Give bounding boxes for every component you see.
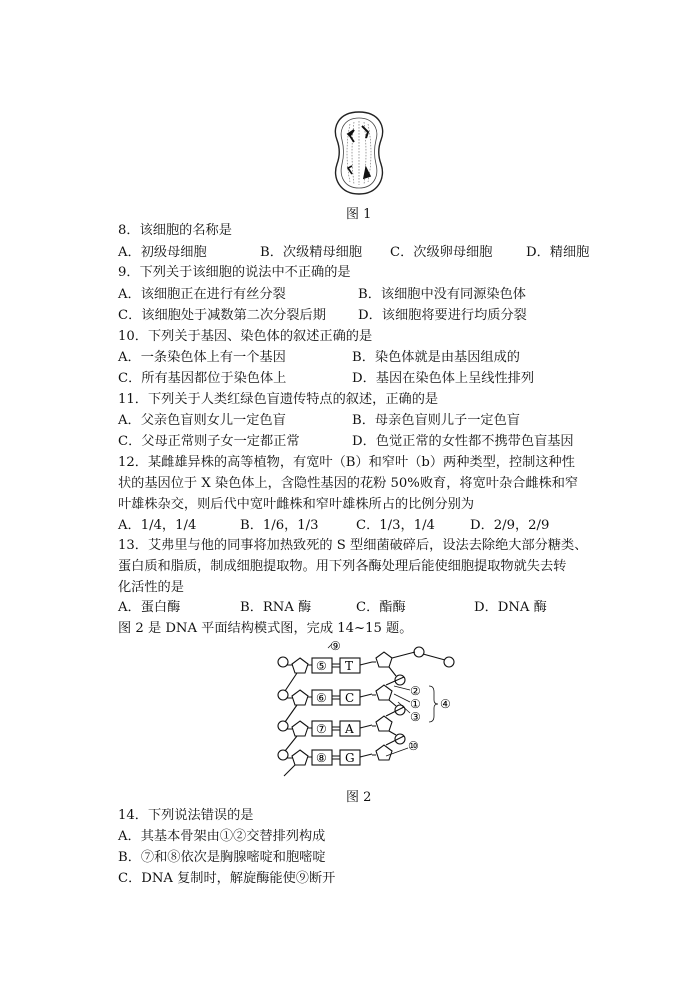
figure2-caption: 图 2 bbox=[346, 790, 372, 805]
phosphate-circle bbox=[278, 750, 288, 760]
base-number-label: ⑥ bbox=[316, 691, 327, 705]
base-letter-label: G bbox=[345, 751, 355, 765]
deoxyribose-pentagon bbox=[292, 658, 308, 673]
q14-option-a: A．其基本骨架由①②交替排列构成 bbox=[118, 829, 326, 844]
glycosidic-bond bbox=[360, 662, 372, 665]
hydrogen-bond bbox=[332, 727, 340, 730]
label-10: ⑩ bbox=[408, 739, 419, 753]
phosphate-circle bbox=[278, 721, 288, 731]
glycosidic-bond bbox=[360, 754, 372, 757]
q13-option-b: B．RNA 酶 bbox=[240, 600, 312, 615]
phosphate-circle bbox=[444, 657, 454, 667]
q12-option-d: D．2/9，2/9 bbox=[470, 518, 550, 533]
hydrogen-bond bbox=[332, 696, 340, 699]
label-1: ① bbox=[410, 697, 421, 711]
label-2: ② bbox=[410, 684, 421, 698]
base-number-label: ⑤ bbox=[316, 659, 327, 673]
q14-option-c: C．DNA 复制时，解旋酶能使⑨断开 bbox=[118, 871, 336, 886]
q13-stem-line1: 13．艾弗里与他的同事将加热致死的 S 型细菌破碎后，设法去除绝大部分糖类、 bbox=[118, 538, 588, 553]
q10-stem: 10．下列关于基因、染色体的叙述正确的是 bbox=[118, 329, 373, 344]
deoxyribose-pentagon bbox=[292, 690, 308, 705]
figure2-dna-diagram bbox=[270, 638, 460, 780]
q12-option-b: B．1/6，1/3 bbox=[240, 518, 319, 533]
q10-option-d: D．基因在染色体上呈线性排列 bbox=[352, 371, 535, 386]
hydrogen-bond bbox=[332, 664, 340, 667]
q11-option-b: B．母亲色盲则儿子一定色盲 bbox=[352, 413, 520, 428]
label-9: ⑨ bbox=[330, 639, 341, 653]
phosphate-circle bbox=[278, 690, 288, 700]
base-letter-label: A bbox=[345, 722, 354, 736]
base-number-label: ⑧ bbox=[316, 751, 327, 765]
q8-option-c: C．次级卵母细胞 bbox=[390, 245, 493, 260]
q8-option-b: B．次级精母细胞 bbox=[260, 245, 363, 260]
base-number-label: ⑦ bbox=[316, 722, 327, 736]
q13-option-d: D．DNA 酶 bbox=[474, 600, 547, 615]
q11-option-a: A．父亲色盲则女儿一定色盲 bbox=[118, 413, 286, 428]
hydrogen-bond bbox=[332, 756, 340, 759]
deoxyribose-pentagon bbox=[376, 685, 392, 700]
q12-stem-line2: 状的基因位于 X 染色体上，含隐性基因的花粉 50%败育，将宽叶杂合雌株和窄 bbox=[118, 476, 579, 491]
figure1-caption: 图 1 bbox=[346, 207, 372, 222]
q13-stem-line3: 化活性的是 bbox=[118, 580, 184, 595]
glycosidic-bond bbox=[360, 694, 372, 697]
label-3: ③ bbox=[410, 710, 421, 724]
deoxyribose-pentagon bbox=[292, 750, 308, 765]
phosphate-circle bbox=[395, 734, 405, 744]
q12-stem-line1: 12．某雌雄异株的高等植物，有宽叶（B）和窄叶（b）两种类型，控制这种性 bbox=[118, 455, 575, 470]
phosphate-circle bbox=[278, 657, 288, 667]
q11-option-c: C．父母正常则子女一定都正常 bbox=[118, 434, 300, 449]
q9-option-a: A．该细胞正在进行有丝分裂 bbox=[118, 287, 286, 302]
q9-option-d: D．该细胞将要进行均质分裂 bbox=[358, 308, 527, 323]
q11-option-d: D．色觉正常的女性都不携带色盲基因 bbox=[352, 434, 574, 449]
q9-option-b: B．该细胞中没有同源染色体 bbox=[358, 287, 526, 302]
phosphate-circle bbox=[414, 647, 424, 657]
base-letter-label: C bbox=[345, 691, 355, 705]
q12-option-a: A．1/4，1/4 bbox=[118, 518, 197, 533]
figure2-intro: 图 2 是 DNA 平面结构模式图，完成 14~15 题。 bbox=[118, 621, 413, 636]
q13-stem-line2: 蛋白质和脂质，制成细胞提取物。用下列各酶处理后能使细胞提取物就失去转 bbox=[118, 559, 567, 574]
deoxyribose-pentagon bbox=[292, 721, 308, 736]
q13-option-c: C．酯酶 bbox=[356, 600, 406, 615]
deoxyribose-pentagon bbox=[376, 716, 392, 731]
q10-option-c: C．所有基因都位于染色体上 bbox=[118, 371, 287, 386]
q10-option-b: B．染色体就是由基因组成的 bbox=[352, 350, 520, 365]
q13-option-a: A．蛋白酶 bbox=[118, 600, 181, 615]
base-letter-label: T bbox=[345, 659, 354, 673]
figure1-cell-diagram bbox=[328, 108, 390, 198]
q10-option-a: A．一条染色体上有一个基因 bbox=[118, 350, 286, 365]
q14-stem: 14．下列说法错误的是 bbox=[118, 808, 254, 823]
q8-option-d: D．精细胞 bbox=[526, 245, 590, 260]
q11-stem: 11．下列关于人类红绿色盲遗传特点的叙述，正确的是 bbox=[118, 392, 439, 407]
deoxyribose-pentagon bbox=[376, 652, 392, 667]
q9-stem: 9．下列关于该细胞的说法中不正确的是 bbox=[118, 265, 351, 280]
q8-option-a: A．初级母细胞 bbox=[118, 245, 207, 260]
q12-option-c: C．1/3，1/4 bbox=[356, 518, 435, 533]
glycosidic-bond bbox=[360, 725, 372, 728]
q12-stem-line3: 叶雄株杂交，则后代中宽叶雌株和窄叶雄株所占的比例分别为 bbox=[118, 497, 475, 512]
label-4: ④ bbox=[440, 697, 451, 711]
q8-stem: 8．该细胞的名称是 bbox=[118, 223, 232, 238]
q9-option-c: C．该细胞处于减数第二次分裂后期 bbox=[118, 308, 326, 323]
q14-option-b: B．⑦和⑧依次是胸腺嘧啶和胞嘧啶 bbox=[118, 850, 326, 865]
deoxyribose-pentagon bbox=[376, 745, 392, 760]
